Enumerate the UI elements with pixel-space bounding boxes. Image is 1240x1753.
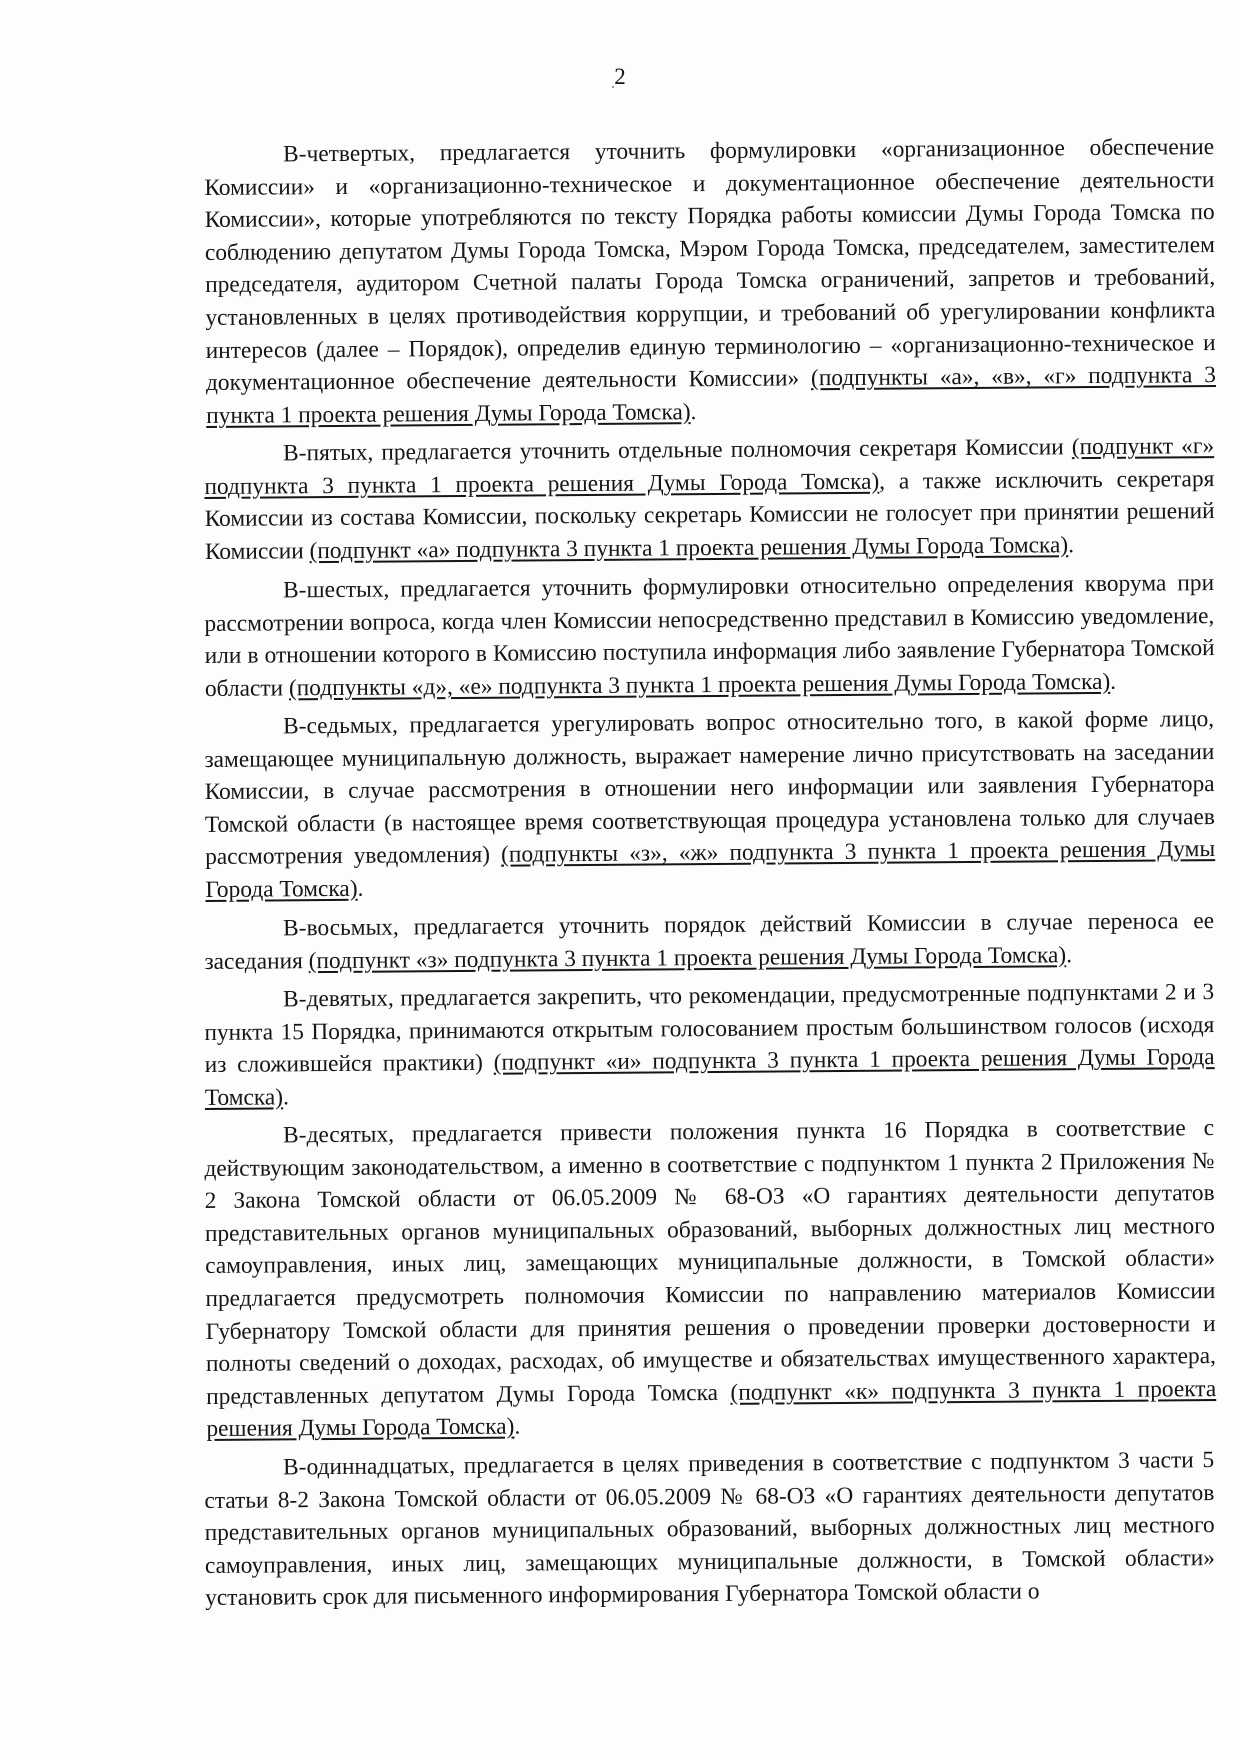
paragraph-text: В-одиннадцатых, предлагается в целях приведения в соответствие с подпунктом 3 части 5 статьи 8-2 Закона Томской области от 06.05.2009 № 68-ОЗ «О гарантиях деятельности депутатов представительных органов муниципальных образований, выборных должностных лиц местного самоуправления, иных лиц, замещающих муниципальные должности, в Томской области» установить срок для письменного информирования Губернатора Томской области о: [204, 1447, 1215, 1612]
reference-underlined: (подпункты «д», «е» подпункта 3 пункта 1 проекта решения Думы Города Томска): [288, 668, 1111, 701]
page-number: 2: [614, 64, 626, 89]
paragraph-sixth: [204, 567, 1215, 705]
reference-underlined: (подпункт «г» подпункта 3 пункта 1 проекта решения Думы Города Томска): [204, 433, 1215, 500]
paragraph-text-continued: , а также исключить секретаря Комиссии из состава Комиссии, поскольку секретарь Комиссии не голосует при принятии решений Комиссии: [204, 466, 1215, 566]
paragraph-text: В-пятых, предлагается уточнить отдельные полномочия секретаря Комиссии: [283, 434, 1072, 467]
paragraph-text: В-десятых, предлагается привести положения пункта 16 Порядка в соответствие с действующим законодательством, а именно в соответствие с подпунктом 1 пункта 2 Приложения № 2 Закона Томской области от 06.05.2009 № 68-ОЗ «О гарантиях деятельности депутатов представительных органов муниципальных образований, выборных должностных лиц местного самоуправления, иных лиц, замещающих муниципальные должности, в Томской области» предлагается предусмотреть полномочия Комиссии по направлению материалов Комиссии Губернатору Томской области для принятия решения о проведении проверки достоверности и полноты сведений о доходах, расходах, об имуществе и обязательствах имущественного характера, представленных депутатом Думы Города Томска: [204, 1115, 1216, 1410]
paragraph-seventh: [204, 703, 1216, 906]
reference-underlined: (подпункт «а» подпункта 3 пункта 1 проекта решения Думы Города Томска): [309, 532, 1069, 565]
paragraph-text: В-девятых, предлагается закрепить, что рекомендации, предусмотренные подпунктами 2 и 3 пункта 15 Порядка, принимаются открытым голосованием простым большинством голосов (исходя из сложившейся практики): [204, 978, 1215, 1079]
document-body: [204, 134, 1217, 1621]
paragraph-tail: .: [1068, 532, 1075, 559]
reference-underlined: (подпункт «з» подпункта 3 пункта 1 проекта решения Думы Города Томска): [308, 941, 1067, 974]
paragraph-text: В-восьмых, предлагается уточнить порядок действий Комиссии в случае переноса ее заседания: [204, 907, 1215, 975]
paragraph-tail: .: [282, 1083, 290, 1111]
paragraph-tail: .: [1110, 668, 1117, 695]
paragraph-text: В-шестых, предлагается уточнить формулировки относительно определения кворума при рассмотрении вопроса, когда член Комиссии непосредственно представил в Комиссию уведомление, или в отношении которого в Комиссию поступила информация либо заявление Губернатора Томской области: [204, 569, 1215, 702]
reference-underlined: (подпункты «а», «в», «г» подпункта 3 пункта 1 проекта решения Думы Города Томска): [206, 362, 1217, 429]
reference-underlined: (подпункт «и» подпункта 3 пункта 1 проекта решения Думы Города Томска): [204, 1044, 1215, 1111]
paragraph-tail: .: [357, 875, 364, 902]
paragraph-ninth: [204, 976, 1215, 1114]
paragraph-eleventh: [204, 1444, 1215, 1615]
paragraph-text: В-седьмых, предлагается урегулировать вопрос относительно того, в какой форме лицо, замещающее муниципальную должность, выражает намерение лично присутствовать на заседании Комиссии, в случае рассмотрения в отношении него информации или заявления Губернатора Томской области (в настоящее время соответствующая процедура установлена только для случаев рассмотрения уведомления): [204, 706, 1215, 871]
paragraph-tail: .: [690, 398, 697, 425]
reference-underlined: (подпункты «з», «ж» подпункта 3 пункта 1 проекта решения Думы Города Томска): [205, 836, 1216, 904]
paragraph-tail: .: [1066, 941, 1073, 968]
paragraph-tail: .: [514, 1414, 521, 1441]
paragraph-fifth: [204, 430, 1215, 568]
scan-speck: [612, 86, 614, 88]
paragraph-text: В-четвертых, предлагается уточнить формулировки «организационное обеспечение Комиссии» и «организационно-техническое и документационное обеспечение деятельности Комиссии», которые употребляются по тексту Порядка работы комиссии Думы Города Томска по соблюдению депутатом Думы Города Томска, Мэром Города Томска, председателем, заместителем председателя, аудитором Счетной палаты Города Томска ограничений, запретов и требований, установленных в целях противодействия коррупции, и требований об урегулировании конфликта интересов (далее – Порядок), определив единую терминологию – «организационно-техническое и документационное обеспечение деятельности Комиссии»: [204, 134, 1216, 397]
reference-underlined: (подпункт «к» подпункта 3 пункта 1 проекта решения Думы Города Томска): [206, 1376, 1217, 1443]
paragraph-eighth: [204, 905, 1214, 978]
paragraph-tenth: [204, 1112, 1217, 1446]
paragraph-fourth: [204, 131, 1216, 432]
